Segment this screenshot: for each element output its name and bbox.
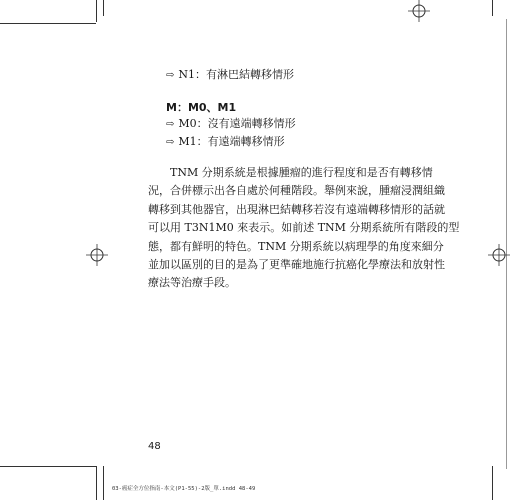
arrow-right-outline-icon: ⇨ <box>166 119 175 130</box>
crop-mark-bottom-right <box>492 466 493 500</box>
paragraph-line: TNM 分期系統是根據腫瘤的進行程度和是否有轉移情 <box>170 166 433 179</box>
paragraph-line: 轉移到其他器官，出現淋巴結轉移若沒有遠端轉移情形的話就 <box>148 202 445 216</box>
tnm-paragraph <box>148 164 460 293</box>
n1-text: N1：有淋巴結轉移情形 <box>178 68 295 81</box>
crop-mark-top-left-h <box>103 22 104 23</box>
paragraph-line: 療法等治療手段。 <box>148 276 236 290</box>
crop-mark-top-right <box>492 0 493 16</box>
paragraph-line: 可以用 T3N1M0 來表示。如前述 TNM 分期系統所有階段的型 <box>148 221 460 235</box>
arrow-right-outline-icon: ⇨ <box>166 137 175 148</box>
crosshair-registration-icon <box>86 244 108 266</box>
paragraph-line: 態，都有鮮明的特色。TNM 分期系統以病理學的角度來細分 <box>148 239 444 253</box>
paragraph-line: 況，合併標示出各自處於何種階段。舉例來說，腫瘤浸潤組織 <box>148 184 445 198</box>
m-heading: M：M0、M1 <box>166 101 237 114</box>
print-slug: 03-癌症全方位指南-本文(P1-55)-2版_單.indd 48-49 <box>112 486 256 492</box>
m0-line <box>166 115 296 131</box>
crop-mark-bottom-left-2 <box>103 466 104 500</box>
m0-text: M0：沒有遠端轉移情形 <box>178 117 296 130</box>
paragraph-line: 並加以區別的目的是為了更準確地施行抗癌化學療法和放射性 <box>148 258 445 272</box>
n1-line <box>166 66 294 82</box>
crosshair-registration-icon <box>408 0 430 22</box>
crop-mark-top-left <box>96 0 97 22</box>
arrow-right-outline-icon: ⇨ <box>166 70 175 81</box>
m1-text: M1：有遠端轉移情形 <box>178 135 285 148</box>
crop-mark-left-top <box>0 23 96 24</box>
crop-mark-bottom-left <box>96 466 97 500</box>
crosshair-registration-icon <box>488 244 510 266</box>
m1-line <box>166 133 285 149</box>
crop-mark-bottom-h <box>0 466 96 467</box>
page-number: 48 <box>148 441 161 452</box>
crop-mark-top-left-2 <box>103 0 104 16</box>
